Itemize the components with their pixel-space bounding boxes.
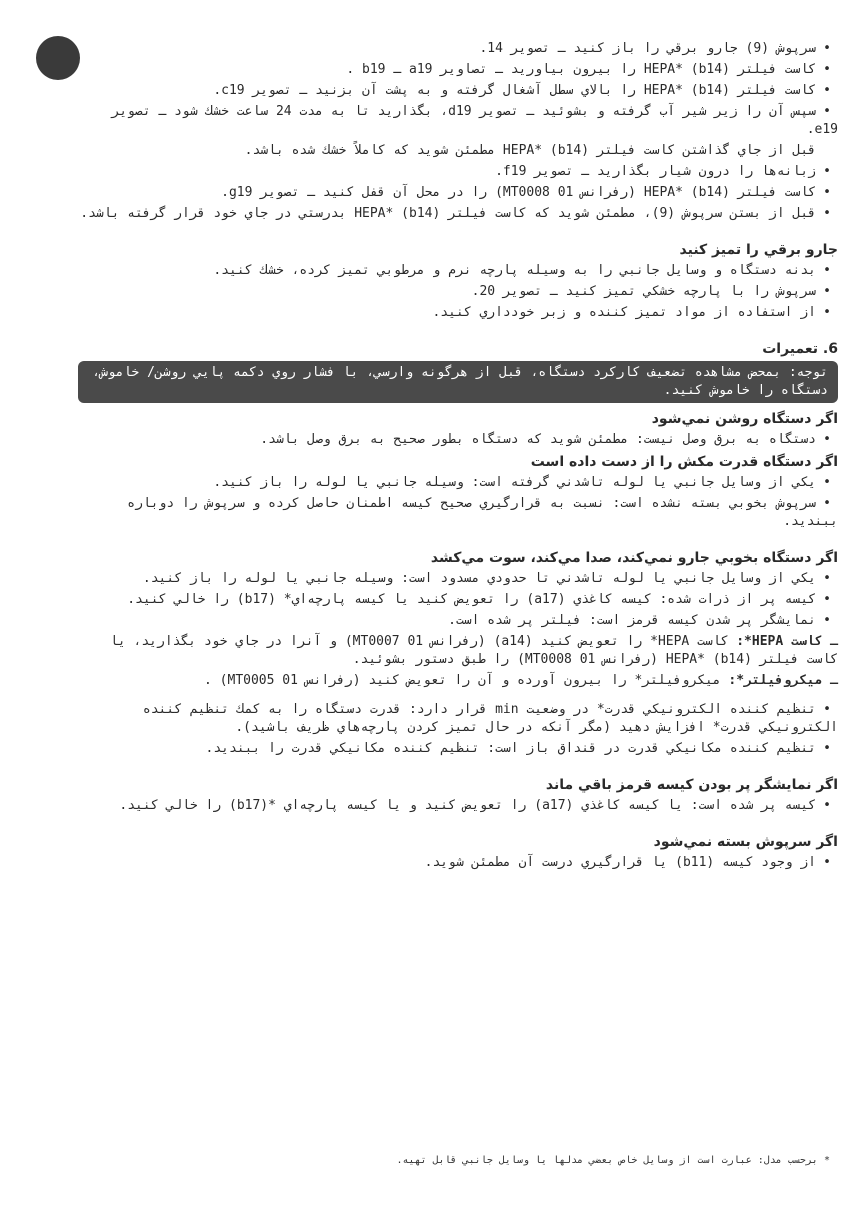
footnote: * برحسب مدل: عبارت است از وسايل خاص بعضي مدلها يا وسايل جانبي قابل تهيه. [396, 1155, 830, 1166]
list-item: • تنظيم كننده الكترونيكي قدرت* در وضعيت min قرار دارد: قدرت دستگاه را به كمك تنظيم كننده الكترونيكي قدرت* افزايش دهيد (مگر آنكه در حال تميز كردن پارچه‌هاي ظريف باشيد). [78, 701, 838, 737]
list-item: • سرپوش را با پارچه خشكي تميز كنيد ـ تصوير 20. [78, 283, 838, 301]
list-item: • زبانه‌ها را درون شيار بگذاريد ـ تصوير f19. [78, 163, 838, 181]
list-item: • از وجود كيسه (b11) يا قرارگيري درست آن مطمئن شويد. [78, 854, 838, 872]
list-item: • بدنه دستگاه و وسايل جانبي را به وسيله پارچه نرم و مرطوبي تميز كرده، خشك كنيد. [78, 262, 838, 280]
list-item: • كيسه پر شده است: يا كيسه كاغذي (a17) را تعويض كنيد و يا كيسه پارچه‌اي *(b17) را خالي كنيد. [78, 797, 838, 815]
list-item: • سپس آن را زير شير آب گرفته و بشوئيد ـ تصوير d19، بگذاريد تا به مدت 24 ساعت خشك شود ـ تصوير e19. [78, 103, 838, 139]
list-item: • كاست فيلتر HEPA* (b14) (رفرانس MT0008 01) را در محل آن قفل كنيد ـ تصوير g19. [78, 184, 838, 202]
list-item: • قبل از بستن سرپوش (9)، مطمئن شويد كه كاست فيلتر HEPA* (b14) بدرستي در جاي خود قرار گرفته باشد. [78, 205, 838, 223]
list-item: • تنظيم كننده مكانيكي قدرت در قنداق باز است: تنظيم كننده مكانيكي قدرت را ببنديد. [78, 740, 838, 758]
microfilter-text: ميكروفيلتر* را بيرون آورده و آن را تعويض كنيد (رفرانس MT0005 01) . [204, 673, 721, 688]
microfilter-label: ـ ميكروفيلتر*: [728, 673, 838, 688]
warning-note: توجه: بمحض مشاهده تضعيف كاركرد دستگاه، قبل از هرگونه وارسي، با فشار روي دكمه پايي روشن/ خاموش، دستگاه را خاموش كنيد. [78, 361, 838, 403]
list-item: • يكي از وسايل جانبي يا لوله تاشدني گرفته است: وسيله جانبي يا لوله را باز كنيد. [78, 474, 838, 492]
list-item: • كاست فيلتر HEPA* (b14) را بيرون بياوريد ـ تصاوير a19 ـ b19 . [78, 61, 838, 79]
list-item: • كيسه پر از ذرات شده: كيسه كاغذي (a17) را تعويض كنيد يا كيسه پارچه‌اي* (b17) را خالي كنيد. [78, 591, 838, 609]
content-column [78, 40, 838, 875]
hepa-text: كاست HEPA* را تعويض كنيد (a14) (رفرانس MT0007 01) و آنرا در جاي خود بگذاريد، يا كاست فيلتر HEPA* (b14) (رفرانس MT0008 01) را طبق دستور بشوئيد. [110, 634, 838, 667]
page-corner-dot [36, 36, 80, 80]
hepa-instruction [78, 633, 838, 669]
subheading-no-power: اگر دستگاه روشن نمي‌شود [651, 411, 838, 427]
list-item: • كاست فيلتر HEPA* (b14) را بالاي سطل آشغال گرفته و به پشت آن بزنيد ـ تصوير c19. [78, 82, 838, 100]
list-item: • سرپوش (9) جارو برقي را باز كنيد ـ تصوير 14. [78, 40, 838, 58]
section-heading-clean: جارو برقي را تميز كنيد [679, 242, 838, 258]
list-item: • نمايشگر پر شدن كيسه قرمز است: فيلتر پر شده است. [78, 612, 838, 630]
microfilter-instruction [78, 672, 838, 690]
section-heading-repairs: 6. تعميرات [762, 341, 838, 357]
list-item: • سرپوش بخوبي بسته نشده است: نسبت به قرارگيري صحيح كيسه اطمنان حاصل كرده و سرپوش را دوباره ببنديد. [78, 495, 838, 531]
list-item-continuation: قبل از جاي گذاشتن كاست فيلتر HEPA* (b14) مطمئن شويد كه كاملاً خشك شده باشد. [244, 143, 816, 158]
subheading-lost-suction: اگر دستگاه قدرت مكش را از دست داده است [530, 454, 838, 470]
hepa-label: ـ كاست HEPA*: [736, 634, 838, 649]
list-item: • دستگاه به برق وصل نيست: مطمئن شويد كه دستگاه بطور صحيح به برق وصل باشد. [78, 431, 838, 449]
subheading-poor-suction: اگر دستگاه بخوبي جارو نمي‌كند، صدا مي‌كند، سوت مي‌كشد [430, 550, 838, 566]
list-item: • از استفاده از مواد تميز كننده و زبر خودداري كنيد. [78, 304, 838, 322]
subheading-red-indicator: اگر نمايشگر پر بودن كيسه قرمز باقي ماند [545, 777, 838, 793]
list-item: • يكي از وسايل جانبي يا لوله تاشدني تا حدودي مسدود است: وسيله جانبي يا لوله را باز كنيد. [78, 570, 838, 588]
subheading-lid: اگر سرپوش بسته نمي‌شود [653, 834, 838, 850]
